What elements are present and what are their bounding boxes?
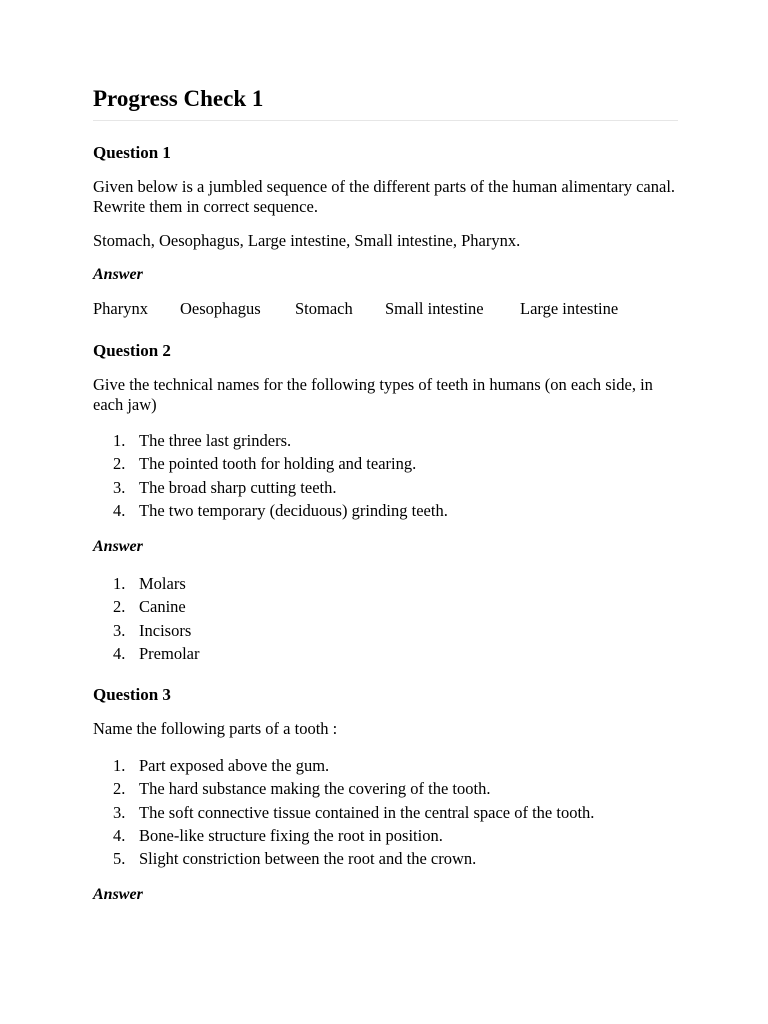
question-1-jumbled-list: Stomach, Oesophagus, Large intestine, Small intestine, Pharynx. bbox=[93, 231, 521, 250]
question-2-prompt: Give the technical names for the following types of teeth in humans (on each side, in each jaw) bbox=[93, 375, 653, 414]
sequence-item: Pharynx bbox=[93, 299, 148, 318]
title-divider bbox=[93, 120, 678, 121]
page-title: Progress Check 1 bbox=[93, 86, 264, 111]
question-3-heading: Question 3 bbox=[93, 685, 171, 704]
question-3-answer-label: Answer bbox=[93, 886, 143, 903]
question-2-heading: Question 2 bbox=[93, 341, 171, 360]
sequence-item: Large intestine bbox=[520, 299, 619, 318]
question-3-prompt: Name the following parts of a tooth : bbox=[93, 719, 338, 738]
question-2-answer-label: Answer bbox=[93, 538, 143, 555]
question-1-answer-label: Answer bbox=[93, 266, 143, 283]
sequence-item: Oesophagus bbox=[180, 299, 261, 318]
sequence-item: Stomach bbox=[295, 299, 353, 318]
question-1-prompt: Given below is a jumbled sequence of the different parts of the human alimentary canal. Rewrite them in correct sequence. bbox=[93, 177, 676, 216]
question-1-heading: Question 1 bbox=[93, 143, 171, 162]
sequence-item: Small intestine bbox=[385, 299, 484, 318]
